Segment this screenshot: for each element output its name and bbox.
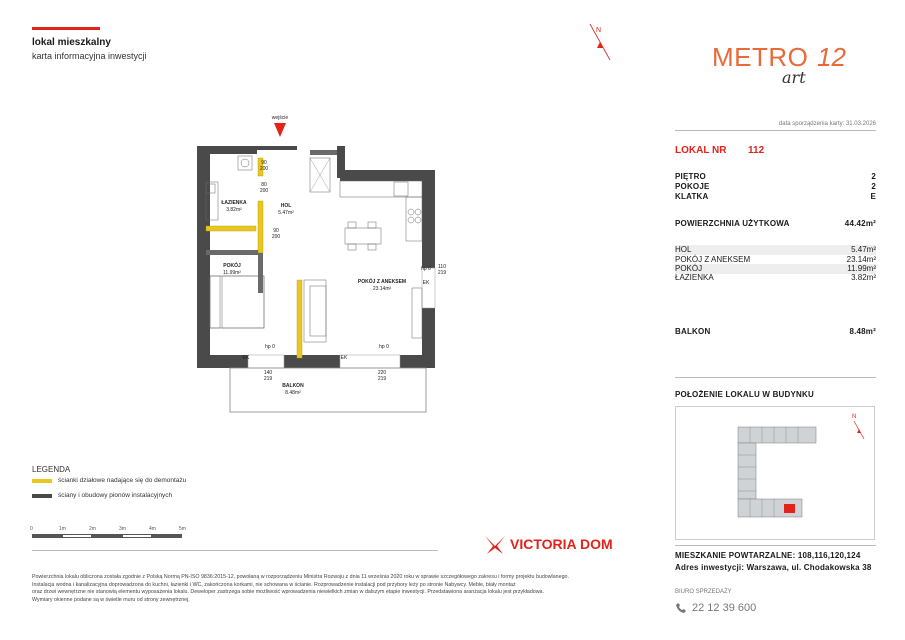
balcony-area: 8.48m²	[285, 390, 301, 396]
legend-item: ściany i obudowy pionów instalacyjnych	[58, 492, 173, 499]
room-value: 3.82m²	[851, 273, 876, 282]
usable-area-value: 44.42m²	[844, 219, 876, 228]
header-accent-bar	[32, 27, 100, 30]
building-outline	[676, 407, 876, 541]
room-value: 5.47m²	[851, 245, 876, 254]
north-arrow-icon	[584, 20, 616, 64]
sales-phone[interactable]: 22 12 39 600	[692, 602, 757, 614]
room-label: POKÓJ Z ANEKSEM	[675, 255, 751, 264]
dim-label: 200	[259, 188, 269, 194]
developer-name: VICTORIA DOM	[510, 536, 613, 552]
hp-label: hp 0	[265, 344, 275, 350]
disclaimer-line: Powierzchnia lokalu obliczona została zgodnie z Polską Normą PN-ISO 9836:2015-12, powołaną w rozporządzeniu Ministra Rozwoju z dnia 11 września 2020 roku w sprawie szczegółowego zakresu i formy projektu budowlanego.	[32, 574, 569, 580]
bath-area: 3.82m²	[226, 207, 242, 213]
detail-label: POKOJE	[675, 182, 710, 191]
page-subtitle: karta informacyjna inwestycji	[32, 51, 147, 61]
location-title: POŁOŻENIE LOKALU W BUDYNKU	[675, 390, 814, 399]
usable-area-label: POWIERZCHNIA UŻYTKOWA	[675, 219, 790, 228]
balcony-label: BALKON	[675, 327, 711, 336]
ek-label: EK	[422, 280, 430, 286]
entrance-label: wejście	[271, 115, 289, 121]
dim-label: 90	[261, 160, 267, 166]
location-map	[675, 406, 875, 540]
similar-units: MIESZKANIE POWTARZALNE: 108,116,120,124	[675, 551, 861, 560]
room-area: 11.99m²	[223, 270, 241, 276]
detail-value: 2	[871, 172, 876, 181]
dim-label: 219	[377, 376, 387, 382]
ek-label: EK	[340, 355, 348, 361]
detail-label: KLATKA	[675, 192, 709, 201]
floor-plan	[180, 108, 450, 418]
date-line: data sporządzenia karty: 31.03.2026	[778, 121, 876, 127]
sales-label: BIURO SPRZEDAŻY	[675, 589, 732, 595]
sofa	[304, 280, 326, 342]
legend-swatch-dark	[32, 494, 52, 498]
investment-address: Adres inwestycji: Warszawa, ul. Chodakowska 38	[675, 563, 872, 572]
disclaimer	[32, 574, 612, 604]
scale-bar	[32, 526, 192, 540]
hall-name: HOL	[280, 203, 292, 209]
scale-tick: 2m	[89, 526, 96, 532]
hp-label: hp 0	[379, 344, 389, 350]
entrance-marker	[272, 115, 289, 137]
unit-label: LOKAL NR	[675, 145, 727, 156]
living-area: 23.14m²	[372, 286, 392, 292]
structural-walls	[197, 146, 435, 368]
dim-label: 110	[438, 264, 446, 270]
disclaimer-line: Wymiary okienne podane są w świetle muru od strony zewnętrznej.	[32, 596, 190, 603]
hp-label: hp 0	[421, 266, 431, 272]
dim-label: 219	[437, 270, 447, 276]
room-value: 23.14m²	[846, 255, 876, 264]
svg-text:N: N	[852, 414, 857, 420]
unit-number: 112	[748, 145, 765, 156]
svg-text:N: N	[596, 27, 602, 34]
hall-area: 5.47m²	[278, 210, 294, 216]
ek-label: EK	[242, 355, 250, 361]
logo-number: 12	[817, 42, 846, 72]
balcony-value: 8.48m²	[849, 327, 876, 336]
room-row	[675, 245, 876, 255]
living-name: POKÓJ Z ANEKSEM	[357, 279, 407, 285]
page-title: lokal mieszkalny	[32, 37, 111, 48]
room-label: POKÓJ	[675, 264, 703, 273]
logo-script: art	[782, 68, 806, 87]
room-value: 11.99m²	[847, 264, 876, 273]
detail-value: E	[870, 192, 876, 201]
legend-item: ścianki działowe nadające się do demontażu	[58, 477, 187, 484]
right-divider	[675, 545, 876, 546]
dim-label: 220	[377, 370, 387, 376]
balcony-name: BALKON	[282, 383, 304, 389]
logo-main: METRO	[712, 42, 809, 72]
disclaimer-line: oraz drzwi wewnętrzne nie stanowią elementu wyposażenia lokalu. Deweloper zastrzega sobie możliwość wprowadzenia niewielkich zmian w dalszym etapie inwestycji. Przedstawiona aranżacja lokalu jest przykładowa.	[32, 589, 544, 596]
bed	[210, 276, 264, 328]
detail-value: 2	[871, 182, 876, 191]
bottom-divider	[32, 550, 438, 551]
victoria-dom-logo-icon	[483, 532, 507, 556]
phone-icon	[675, 602, 687, 614]
room-row	[675, 273, 876, 283]
room-name: POKÓJ	[223, 263, 241, 269]
dim-label: 200	[271, 234, 281, 240]
scale-tick: 5m	[179, 526, 186, 532]
detail-label: PIĘTRO	[675, 172, 706, 181]
dim-label: 140	[263, 370, 273, 376]
dim-label: 200	[259, 166, 269, 172]
room-label: HOL	[675, 245, 692, 254]
dim-label: 80	[261, 182, 267, 188]
location-north-arrow-icon	[852, 414, 864, 439]
dining-table	[345, 222, 381, 250]
right-divider	[675, 377, 876, 378]
legend-title: LEGENDA	[32, 465, 71, 474]
bath-name: ŁAZIENKA	[221, 200, 247, 206]
scale-tick: 4m	[149, 526, 156, 532]
legend-swatch-yellow	[32, 479, 52, 483]
right-divider	[675, 130, 876, 131]
dim-label: 219	[263, 376, 273, 382]
disclaimer-line: Instalacja wodna i kanalizacyjna doprowadzona do kuchni, łazienki i WC, zakończona korkami, nie schowana w ścianie. Rozprowadzenie instalacji pod przybory leży po stronie Nabywcy. Meble, biały montaż	[32, 581, 516, 588]
scale-tick: 1m	[59, 526, 66, 532]
dim-label: 90	[273, 228, 279, 234]
scale-tick: 3m	[119, 526, 126, 532]
brand-logo	[712, 42, 852, 92]
room-label: ŁAZIENKA	[675, 273, 714, 282]
scale-tick: 0	[30, 526, 33, 532]
unit-marker	[784, 504, 795, 513]
balcony-outline	[230, 368, 426, 412]
